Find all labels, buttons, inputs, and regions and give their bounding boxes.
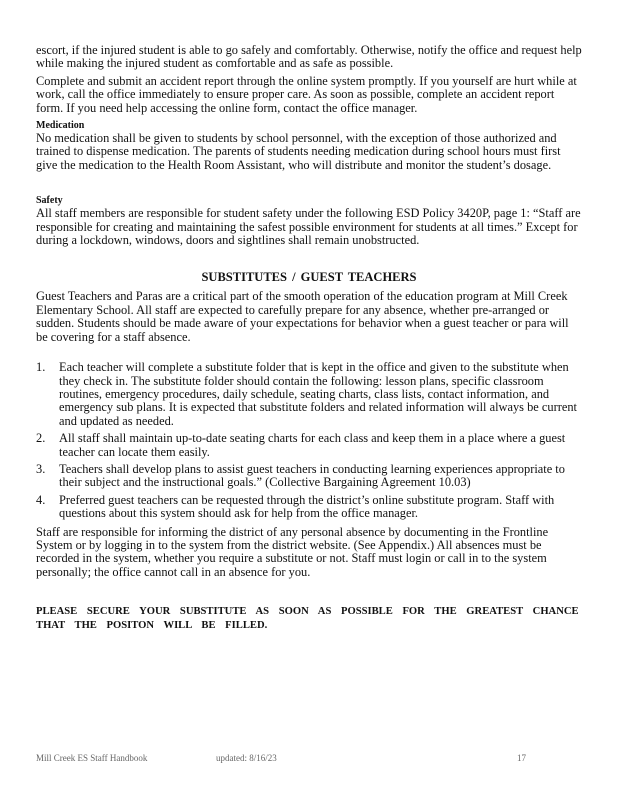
secure-substitute-notice: PLEASE SECURE YOUR SUBSTITUTE AS SOON AS POSSIBLE FOR THE GREATEST CHANCE THAT THE POSITON WILL BE FILLED. — [36, 606, 579, 632]
footer-updated-date: updated: 8/16/23 — [216, 753, 277, 763]
footer-page-number: 17 — [517, 753, 526, 763]
substitute-guidelines-list — [36, 361, 582, 520]
safety-heading: Safety — [36, 195, 63, 207]
footer-handbook-title: Mill Creek ES Staff Handbook — [36, 753, 148, 763]
list-item — [36, 494, 582, 521]
handbook-page — [36, 44, 582, 633]
list-item — [36, 463, 582, 490]
accident-report-paragraph: Complete and submit an accident report through the online system promptly. If you yourself are hurt while at work, call the office immediately to ensure proper care. As soon as possible, complete an accident report form. If you need help accessing the online form, contact the office manager. — [36, 73, 577, 115]
substitutes-intro-paragraph: Guest Teachers and Paras are a critical part of the smooth operation of the education program at Mill Creek Elementary School. All staff are expected to carefully prepare for any absence, whether pre-arranged or sudden. Students should be made aware of your expectations for behavior when a guest teacher or para will be covering for a staff absence. — [36, 289, 569, 344]
list-item-text: Preferred guest teachers can be requested through the district’s online substitute program. Staff with questions about this system should ask for help from the office manager. — [59, 492, 555, 521]
list-item-number: 1. — [36, 360, 46, 375]
safety-paragraph: All staff members are responsible for student safety under the following ESD Policy 3420P, page 1: “Staff are responsible for creating and maintaining the safest possible environment for students at all times.” Except for during a lockdown, windows, doors and sightlines shall remain unobstructed. — [36, 206, 581, 248]
escort-paragraph: escort, if the injured student is able to go safely and comfortably. Otherwise, notify the office and request help while making the injured student as comfortable and as safe as possible. — [36, 43, 582, 71]
absence-reporting-paragraph: Staff are responsible for informing the district of any personal absence by documenting in the Frontline System or by logging in to the system from the district website. (See Appendix.) All absences must be recorded in the system, whether you require a substitute or not. Staff must login or call in to the system personally; the office cannot call in an absence for you. — [36, 524, 549, 579]
substitutes-section-title: SUBSTITUTES / GUEST TEACHERS — [201, 270, 417, 285]
list-item-text: Teachers shall develop plans to assist guest teachers in conducting learning experiences appropriate to their subject and the instructional goals.” (Collective Bargaining Agreement 10.03) — [59, 461, 565, 490]
list-item-text: Each teacher will complete a substitute folder that is kept in the office and given to the substitute when they check in. The substitute folder should contain the following: lesson plans, specific classroom routines, emergency procedures, daily schedule, seating charts, class lists, contact information, and emergency sub plans. It is expected that substitute folders and related information will always be current and updated as needed. — [59, 360, 577, 428]
list-item-number: 4. — [36, 492, 46, 507]
list-item-number: 2. — [36, 431, 46, 446]
list-item-number: 3. — [36, 461, 46, 476]
medication-heading: Medication — [36, 120, 85, 132]
list-item-text: All staff shall maintain up-to-date seating charts for each class and keep them in a place where a guest teacher can locate them easily. — [59, 431, 566, 459]
list-item — [36, 432, 582, 459]
page-footer — [36, 753, 582, 767]
medication-paragraph: No medication shall be given to students by school personnel, with the exception of those authorized and trained to dispense medication. The parents of students needing medication during school hours must first give the medication to the Health Room Assistant, who will distribute and monitor the student’s dosage. — [36, 131, 561, 172]
list-item — [36, 361, 582, 428]
